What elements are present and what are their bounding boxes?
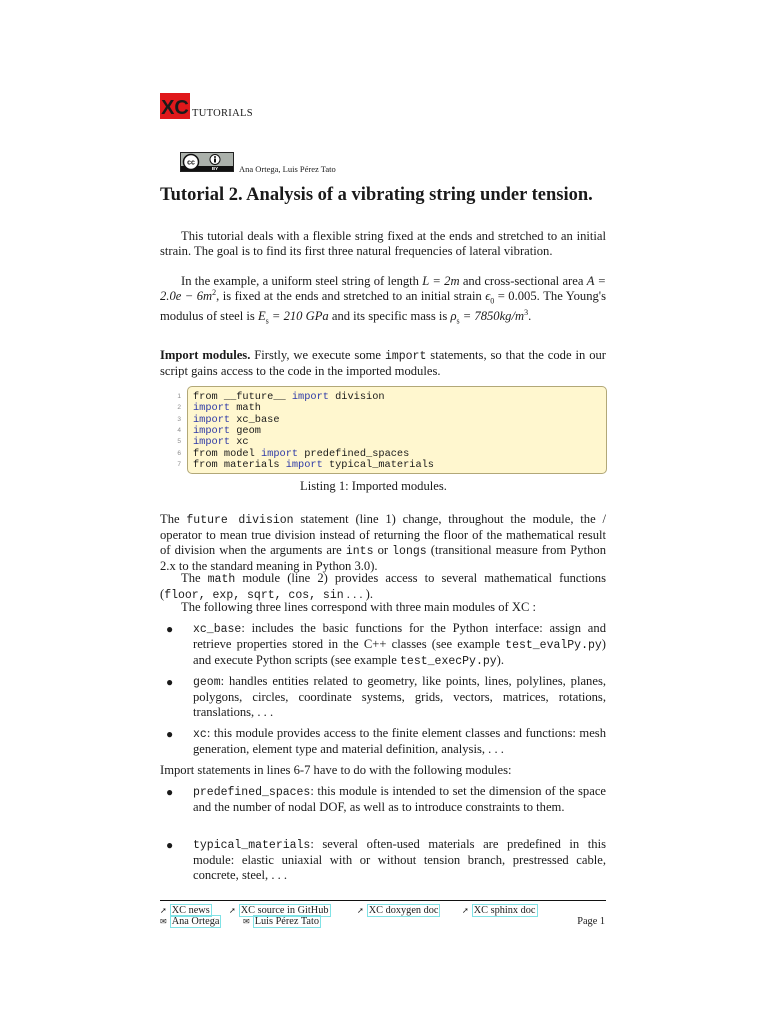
xc-logo-text: XC xyxy=(161,97,189,119)
import-modules-paragraph: Import modules. Firstly, we execute some import statements, so that the code in our script gains access to the code in the imported modules. xyxy=(160,348,606,378)
code-line: import xc_base xyxy=(193,413,280,426)
bullet-typical-materials: typical_materials: several often-used materials are predefined in this module: elastic uniaxial with or without tension branch, prestressed cable, concrete, steel, . . . xyxy=(193,837,606,882)
code-line: from __future__ import division xyxy=(193,391,385,403)
code-line: from materials import typical_materials xyxy=(193,458,434,471)
page-title: Tutorial 2. Analysis of a vibrating string under tension. xyxy=(160,185,593,205)
page-number: Page 1 xyxy=(577,916,605,927)
keyword-import: import xyxy=(193,413,231,426)
line-number: 1 xyxy=(177,393,181,400)
footer-divider xyxy=(160,900,606,901)
code-line: from model import predefined_spaces xyxy=(193,447,410,460)
intro-paragraph-2: In the example, a uniform steel string of length L = 2m and cross-sectional area $A = 2.0e - 6m^2$, is fixed at the ends and stretched to an initial strain $\epsilon_0 = 0.005$. The Young's modulus of steel is $E_s = 210$ GPa and its specific mass is $\rho_s = 7850kg/m^3$. xyxy=(160,274,606,326)
line-number: 2 xyxy=(177,404,181,412)
footer-link-sphinx[interactable]: ➚ XC sphinx doc xyxy=(462,905,536,916)
cc-by-license-badge[interactable] xyxy=(180,152,234,172)
code-line: import xc xyxy=(193,436,249,449)
arrow-link-icon: ➚ xyxy=(357,906,364,915)
keyword-import: import xyxy=(193,402,231,415)
keyword-import: import xyxy=(260,447,299,460)
arrow-link-icon: ➚ xyxy=(229,906,236,915)
keyword-import: import xyxy=(291,391,329,403)
footer-link-doxygen[interactable]: ➚ XC doxygen doc xyxy=(357,905,439,916)
bullet-xc: xc: this module provides access to the finite element classes and functions: mesh generation, element type and material definition, analysis, . . . xyxy=(193,726,606,756)
code-line: import geom xyxy=(193,424,261,437)
bullet-icon: ● xyxy=(166,622,174,636)
bullet-predefined-spaces: predefined_spaces: this module is intended to set the dimension of the space and the number of nodal DOF, as well as to introduce constraints to them. xyxy=(193,784,606,814)
line-number: 6 xyxy=(177,449,181,457)
keyword-import: import xyxy=(193,424,231,437)
bullet-icon: ● xyxy=(166,675,174,689)
footer-contact-luis-perez-tato[interactable]: ✉ Luis Pérez Tato xyxy=(243,916,319,927)
bullet-xc-base: xc_base: includes the basic functions for the Python interface: assign and retrieve properties stored in the C++ classes (see example test_evalPy.py) and execute Python scripts (see example test_execPy.py). xyxy=(193,621,606,668)
keyword-import: import xyxy=(193,436,231,449)
import-lines-6-7-paragraph: Import statements in lines 6-7 have to do with the following modules: xyxy=(160,763,512,777)
footer-link-xc-source[interactable]: ➚ XC source in GitHub xyxy=(229,905,329,916)
xc-logo xyxy=(160,93,190,119)
footer-contact-ana-ortega[interactable]: ✉ Ana Ortega xyxy=(160,916,220,927)
three-modules-intro: The following three lines correspond with three main modules of XC : xyxy=(181,600,536,614)
envelope-icon: ✉ xyxy=(243,917,250,926)
line-number: 3 xyxy=(177,415,181,423)
bullet-icon: ● xyxy=(166,785,174,799)
by-badge-text: BY xyxy=(211,166,219,171)
bullet-icon: ● xyxy=(166,727,174,741)
future-division-paragraph: The future division statement (line 1) change, throughout the module, the / operator to mean true division instead of returning the floor of the mathematical result of division when the arguments are ints or longs (transitional measure from Python 2.x to the standard meaning in Python 3.0). xyxy=(160,512,607,573)
line-number: 7 xyxy=(177,460,181,468)
cc-badge-text: cc xyxy=(187,159,195,167)
tutorials-label: TUTORIALS xyxy=(192,108,253,119)
math-module-paragraph: The math module (line 2) provides access to several mathematical functions (floor, exp, sqrt, cos, sin . . . ). xyxy=(160,571,606,602)
keyword-import: import xyxy=(285,458,323,471)
intro-paragraph-1: This tutorial deals with a flexible string fixed at the ends and stretched to an initial strain. The goal is to find its first three natural frequencies of lateral vibration. xyxy=(160,229,606,258)
code-line: import math xyxy=(193,402,261,415)
listing-caption: Listing 1: Imported modules. xyxy=(300,479,447,493)
arrow-link-icon: ➚ xyxy=(462,906,469,915)
line-number: 5 xyxy=(177,438,181,446)
arrow-link-icon: ➚ xyxy=(160,906,167,915)
import-modules-heading: Import modules. xyxy=(160,348,251,362)
line-number: 4 xyxy=(177,426,181,434)
bullet-geom: geom: handles entities related to geometry, like points, lines, polylines, planes, polygons, circles, coordinate systems, grids, vectors, matrices, rotations, translations, . . . xyxy=(193,674,606,719)
authors: Ana Ortega, Luis Pérez Tato xyxy=(239,164,336,174)
footer-link-xc-news[interactable]: ➚ XC news xyxy=(160,905,210,916)
bullet-icon: ● xyxy=(166,838,174,852)
envelope-icon: ✉ xyxy=(160,917,167,926)
